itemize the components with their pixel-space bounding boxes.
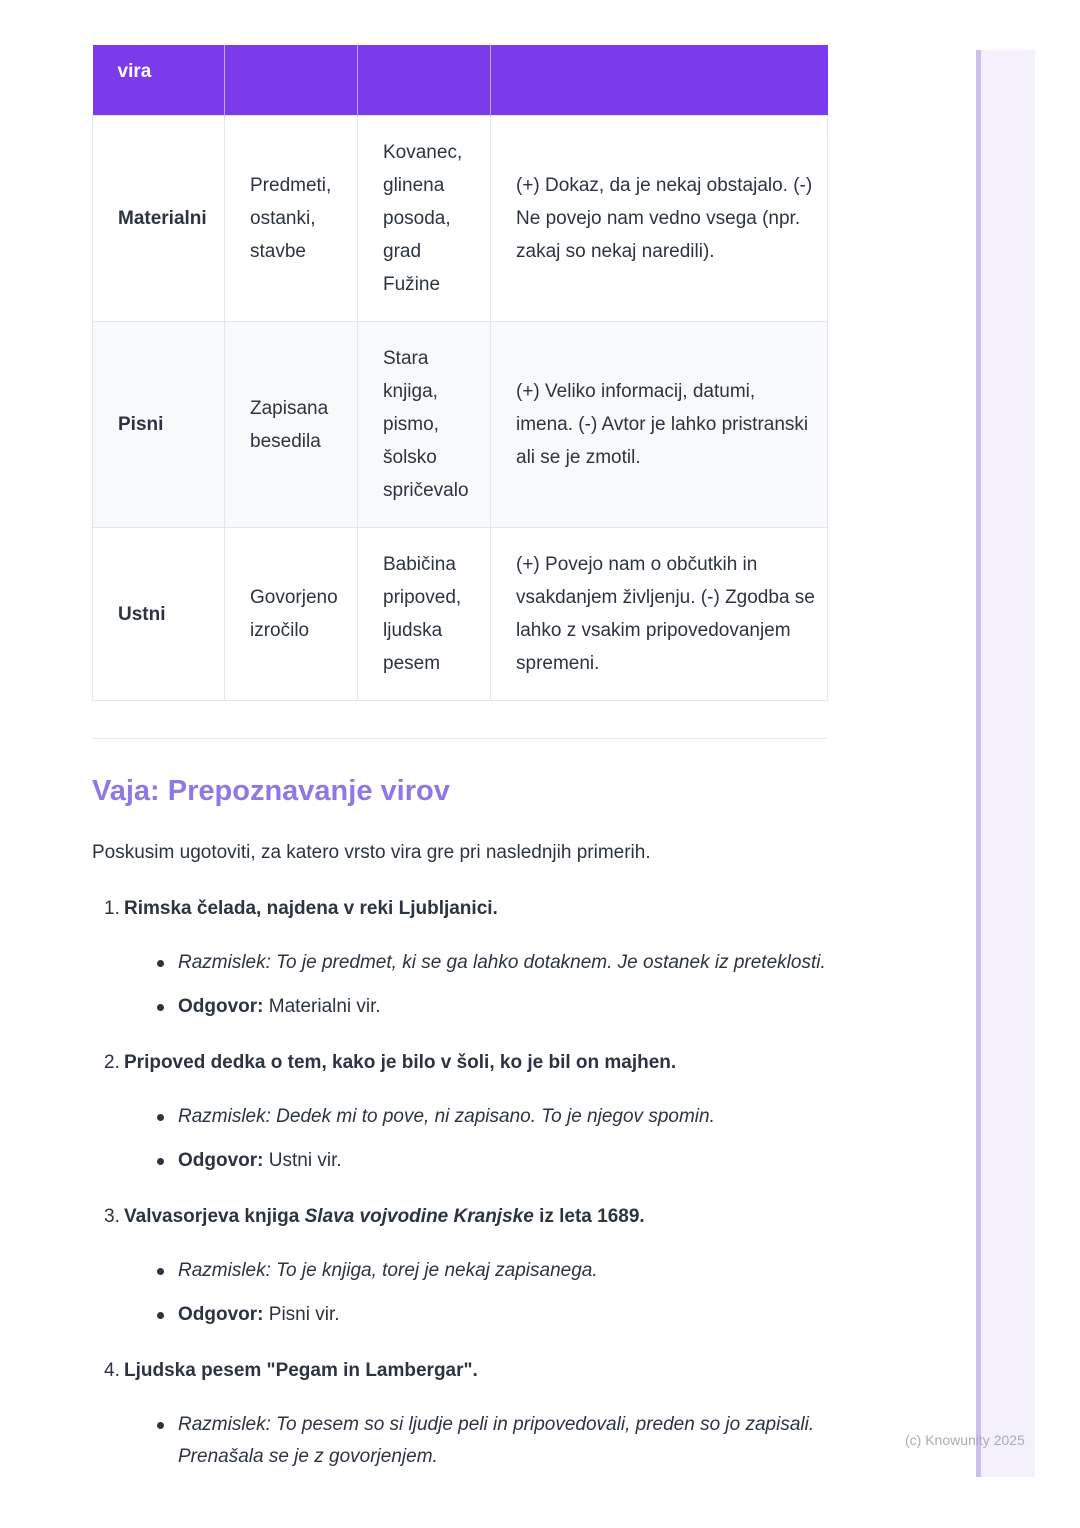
bullet-dot: [157, 1422, 164, 1429]
cell-description: Govorjeno izročilo: [225, 528, 358, 701]
intro-paragraph: Poskusim ugotoviti, za katero vrsto vira gre pri naslednjih primerih.: [92, 842, 651, 863]
razmislek-bullet: [124, 1409, 827, 1473]
table-row-ustni: [93, 528, 828, 701]
cell-evaluation: (+) Povejo nam o občutkih in vsakdanjem življenju. (-) Zgodba se lahko z vsakim pripovedovanjem spremeni.: [491, 528, 828, 701]
table-header-cell-4: [491, 45, 828, 116]
table-row-pisni: [93, 322, 828, 528]
odgovor-bullet: [124, 1299, 827, 1331]
razmislek-bullet: [124, 947, 827, 979]
item-number: 4.: [104, 1360, 120, 1381]
cell-examples: Stara knjiga, pismo, šolsko spričevalo: [358, 322, 491, 528]
razmislek-text: Razmislek: To pesem so si ljudje peli in pripovedovali, preden so jo zapisali. Prenašala se je z govorjenjem.: [178, 1414, 815, 1467]
bullet-dot: [157, 1004, 164, 1011]
item-title: Rimska čelada, najdena v reki Ljubljanici.: [124, 898, 498, 919]
odgovor-text: Odgovor: Materialni vir.: [178, 996, 381, 1017]
razmislek-text: Razmislek: Dedek mi to pove, ni zapisano. To je njegov spomin.: [178, 1106, 715, 1127]
razmislek-text: Razmislek: To je predmet, ki se ga lahko dotaknem. Je ostanek iz preteklosti.: [178, 952, 826, 973]
book-title-italic: Slava vojvodine Kranjske: [304, 1206, 534, 1227]
item-number: 2.: [104, 1052, 120, 1073]
table-header-cell-3: [358, 45, 491, 116]
bullet-dot: [157, 1268, 164, 1275]
cell-type: Ustni: [93, 528, 225, 701]
table-header-row: [93, 45, 828, 116]
cell-evaluation: (+) Veliko informacij, datumi, imena. (-) Avtor je lahko pristranski ali se je zmotil.: [491, 322, 828, 528]
exercise-list: [92, 893, 827, 1473]
list-item-2: [92, 1047, 827, 1177]
odgovor-text: Odgovor: Pisni vir.: [178, 1304, 340, 1325]
cell-examples: Kovanec, glinena posoda, grad Fužine: [358, 116, 491, 322]
cell-type: Pisni: [93, 322, 225, 528]
section-heading: Vaja: Prepoznavanje virov: [92, 775, 450, 807]
table-row-materialni: [93, 116, 828, 322]
bullet-dot: [157, 1158, 164, 1165]
cell-description: Predmeti, ostanki, stavbe: [225, 116, 358, 322]
table-header-cell-2: [225, 45, 358, 116]
list-item-1: [92, 893, 827, 1023]
bullet-dot: [157, 1114, 164, 1121]
page-content: [92, 45, 827, 1473]
sources-table: [92, 45, 828, 701]
cell-examples: Babičina pripoved, ljudska pesem: [358, 528, 491, 701]
item-number: 3.: [104, 1206, 120, 1227]
list-item-4: [92, 1355, 827, 1473]
odgovor-bullet: [124, 1145, 827, 1177]
cell-type: Materialni: [93, 116, 225, 322]
list-item-3: [92, 1201, 827, 1331]
section-divider: [92, 738, 827, 739]
cell-evaluation: (+) Dokaz, da je nekaj obstajalo. (-) Ne povejo nam vedno vsega (npr. zakaj so nekaj naredili).: [491, 116, 828, 322]
table-header-cell-vira: vira: [93, 45, 225, 116]
razmislek-bullet: [124, 1101, 827, 1133]
cell-description: Zapisana besedila: [225, 322, 358, 528]
razmislek-bullet: [124, 1255, 827, 1287]
item-title: Ljudska pesem "Pegam in Lambergar".: [124, 1360, 478, 1381]
side-panel: [976, 50, 1035, 1477]
bullet-dot: [157, 960, 164, 967]
item-number: 1.: [104, 898, 120, 919]
bullet-dot: [157, 1312, 164, 1319]
razmislek-text: Razmislek: To je knjiga, torej je nekaj zapisanega.: [178, 1260, 598, 1281]
item-title: Pripoved dedka o tem, kako je bilo v šoli, ko je bil on majhen.: [124, 1052, 677, 1073]
copyright-watermark: (c) Knowunity 2025: [905, 1432, 1025, 1448]
odgovor-bullet: [124, 991, 827, 1023]
odgovor-text: Odgovor: Ustni vir.: [178, 1150, 342, 1171]
item-title: Valvasorjeva knjiga Slava vojvodine Kranjske iz leta 1689.: [124, 1206, 645, 1227]
